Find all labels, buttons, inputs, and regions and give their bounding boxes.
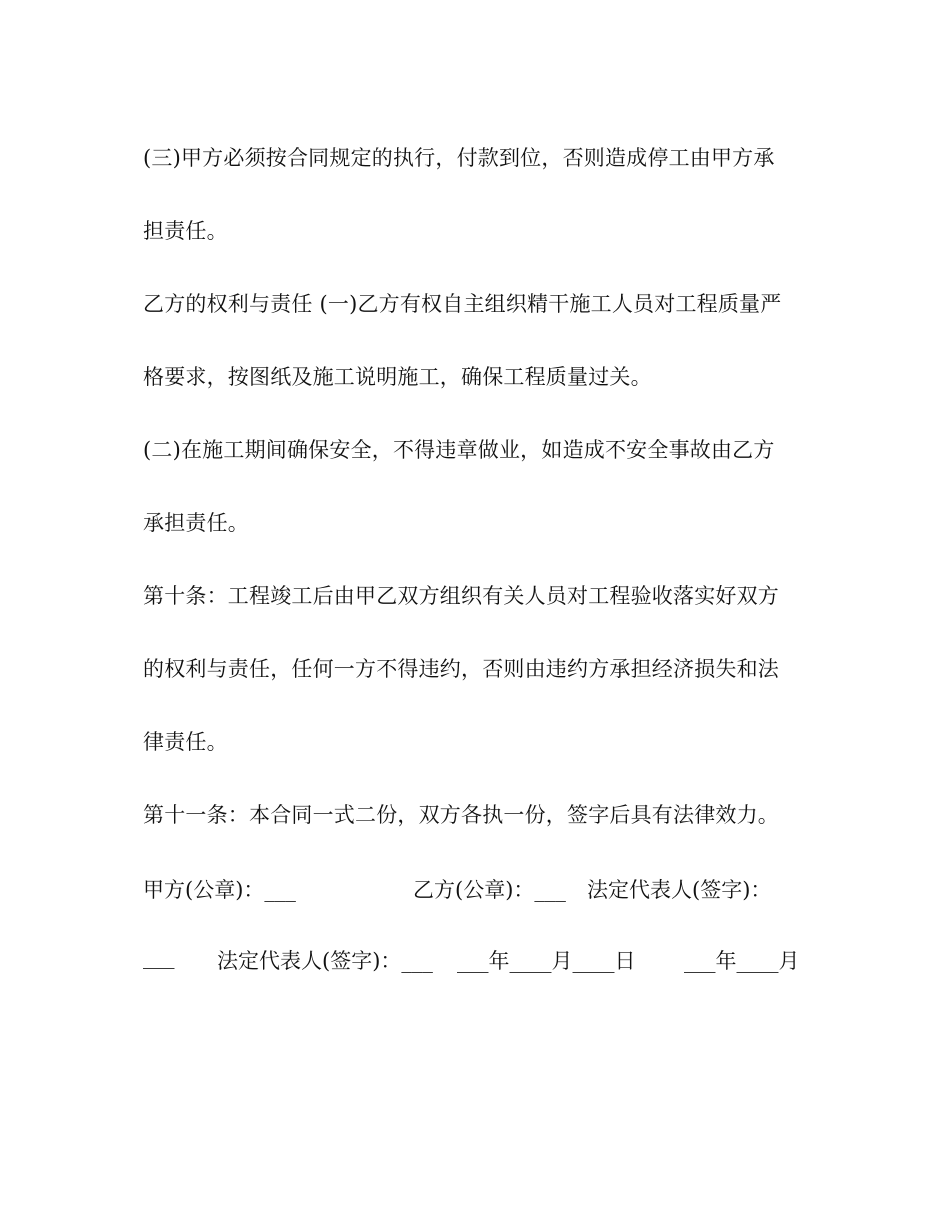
signature-blank: ___ — [143, 945, 175, 969]
paragraph-line: (三)甲方必须按合同规定的执行，付款到位，否则造成停工由甲方承 — [143, 146, 775, 170]
date-field-b: ___年____月 — [684, 949, 800, 973]
legal-rep-sign-field: 法定代表人(签字)：___ — [217, 949, 433, 973]
party-b-seal-field: 乙方(公章)：___ — [413, 878, 566, 902]
paragraph-line: 第十条：工程竣工后由甲乙双方组织有关人员对工程验收落实好双方 — [143, 584, 779, 608]
paragraph-line: 承担责任。 — [143, 511, 249, 535]
paragraph-line: 律责任。 — [143, 730, 228, 754]
signature-row — [143, 874, 813, 904]
paragraph-line: (二)在施工期间确保安全，不得违章做业，如造成不安全事故由乙方 — [143, 438, 775, 462]
paragraph-line: 的权利与责任，任何一方不得违约，否则由违约方承担经济损失和法 — [143, 657, 779, 681]
paragraph-line: 格要求，按图纸及施工说明施工，确保工程质量过关。 — [143, 365, 652, 389]
date-field-a: ___年____月____日 — [457, 949, 636, 973]
legal-rep-label: 法定代表人(签字)： — [587, 878, 772, 902]
paragraph-line: 乙方的权利与责任 (一)乙方有权自主组织精干施工人员对工程质量严 — [143, 292, 782, 316]
paragraph-line: 担责任。 — [143, 219, 228, 243]
paragraph-line: 第十一条：本合同一式二份，双方各执一份，签字后具有法律效力。 — [143, 803, 779, 827]
date-row — [143, 945, 813, 975]
party-a-seal-field: 甲方(公章)：___ — [143, 878, 296, 902]
